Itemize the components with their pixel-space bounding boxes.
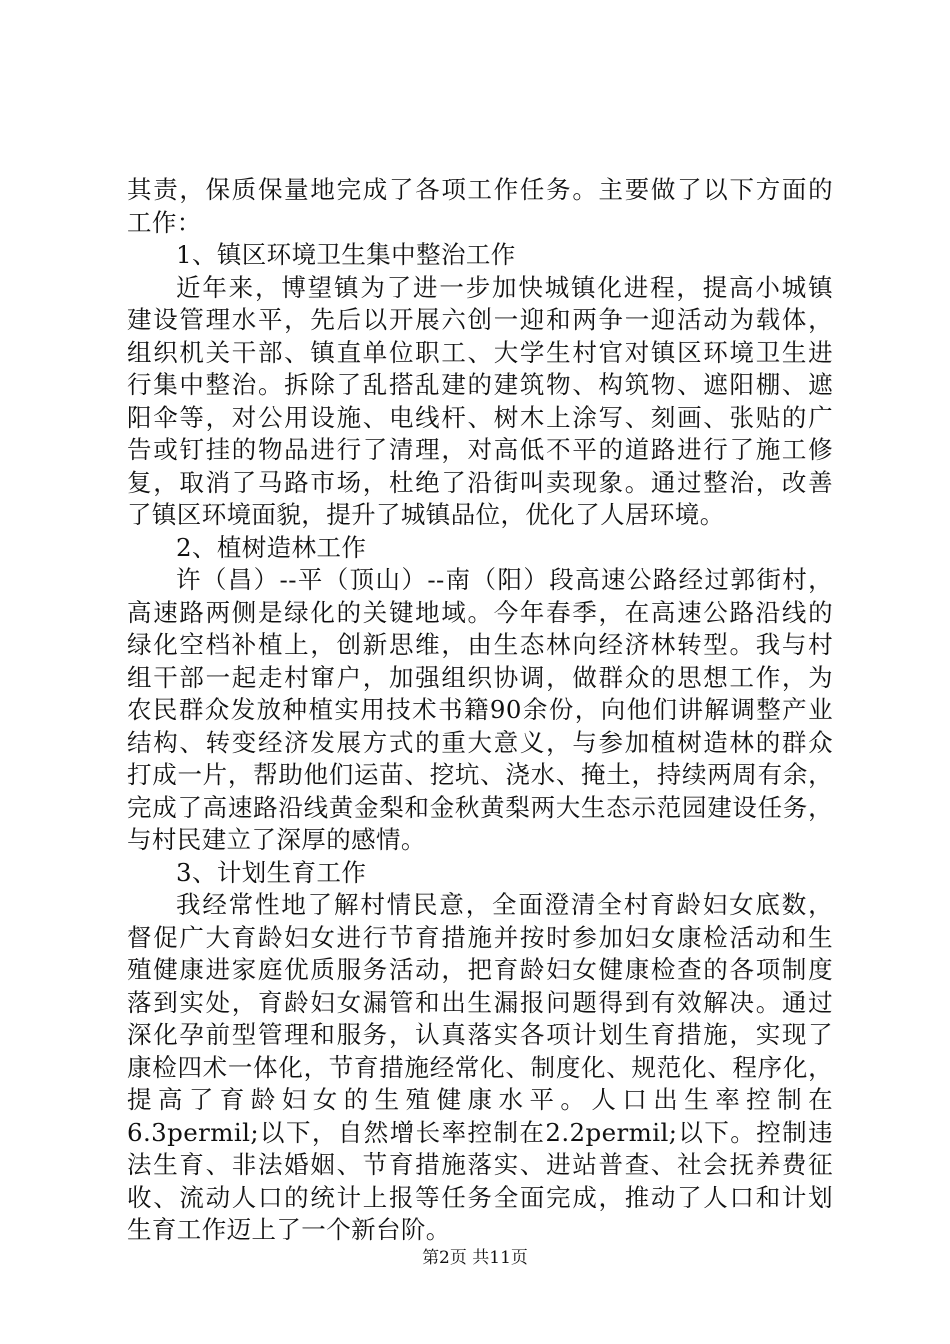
text-line: 结构、转变经济发展方式的重大意义，与参加植树造林的群众 (127, 727, 833, 757)
text-line: 殖健康进家庭优质服务活动，把育龄妇女健康检查的各项制度 (127, 955, 833, 984)
text-line: 打成一片，帮助他们运苗、挖坑、浇水、掩土，持续两周有余， (127, 760, 833, 789)
text-line: 收、流动人口的统计上报等任务全面完成，推动了人口和计划 (127, 1182, 833, 1212)
text-line: 高速路两侧是绿化的关键地域。今年春季，在高速公路沿线的 (127, 597, 833, 627)
text-line: 农民群众发放种植实用技术书籍90余份，向他们讲解调整产业 (127, 695, 833, 724)
text-line: 复，取消了马路市场，杜绝了沿街叫卖现象。通过整治，改善 (127, 467, 833, 497)
text-line: 了镇区环境面貌，提升了城镇品位，优化了人居环境。 (127, 500, 725, 529)
text-line: 绿化空档补植上，创新思维，由生态林向经济林转型。我与村 (127, 630, 833, 659)
text-line: 行集中整治。拆除了乱搭乱建的建筑物、构筑物、遮阳棚、遮 (127, 370, 833, 399)
text-line: 阳伞等，对公用设施、电线杆、树木上涂写、刻画、张贴的广 (127, 402, 833, 432)
text-line: 提高了育龄妇女的生殖健康水平。人口出生率控制在 (127, 1085, 833, 1114)
text-line: 近年来，博望镇为了进一步加快城镇化进程，提高小城镇 (176, 272, 833, 302)
text-line: 深化孕前型管理和服务，认真落实各项计划生育措施，实现了 (127, 1020, 833, 1049)
text-line: 建设管理水平，先后以开展六创一迎和两争一迎活动为载体， (127, 305, 833, 334)
text-line: 告或钉挂的物品进行了清理，对高低不平的道路进行了施工修 (127, 435, 833, 464)
text-line: 康检四术一体化，节育措施经常化、制度化、规范化、程序化， (127, 1052, 833, 1082)
text-line: 其责，保质保量地完成了各项工作任务。主要做了以下方面的 (127, 175, 833, 204)
text-line: 组干部一起走村窜户，加强组织协调，做群众的思想工作，为 (127, 662, 833, 692)
text-line: 完成了高速路沿线黄金梨和金秋黄梨两大生态示范园建设任务， (127, 792, 833, 822)
text-line: 组织机关干部、镇直单位职工、大学生村官对镇区环境卫生进 (127, 337, 833, 367)
text-line: 督促广大育龄妇女进行节育措施并按时参加妇女康检活动和生 (127, 922, 833, 952)
text-line: 法生育、非法婚姻、节育措施落实、进站普查、社会抚养费征 (127, 1150, 833, 1179)
text-line: 我经常性地了解村情民意，全面澄清全村育龄妇女底数， (176, 890, 833, 919)
section-heading: 3、计划生育工作 (176, 857, 367, 887)
text-line: 与村民建立了深厚的感情。 (127, 825, 426, 854)
text-line: 工作： (127, 207, 202, 237)
document-body (127, 174, 833, 1247)
section-heading: 1、镇区环境卫生集中整治工作 (176, 240, 516, 269)
text-line: 6.3permil;以下，自然增长率控制在2.2permil;以下。控制违 (127, 1117, 833, 1147)
text-line: 落到实处，育龄妇女漏管和出生漏报问题得到有效解决。通过 (127, 987, 833, 1017)
section-heading: 2、植树造林工作 (176, 532, 367, 562)
text-line: 许（昌）--平（顶山）--南（阳）段高速公路经过郭街村， (176, 565, 833, 594)
text-line: 生育工作迈上了一个新台阶。 (127, 1215, 451, 1244)
page-footer: 第2页 共11页 (422, 1248, 528, 1268)
